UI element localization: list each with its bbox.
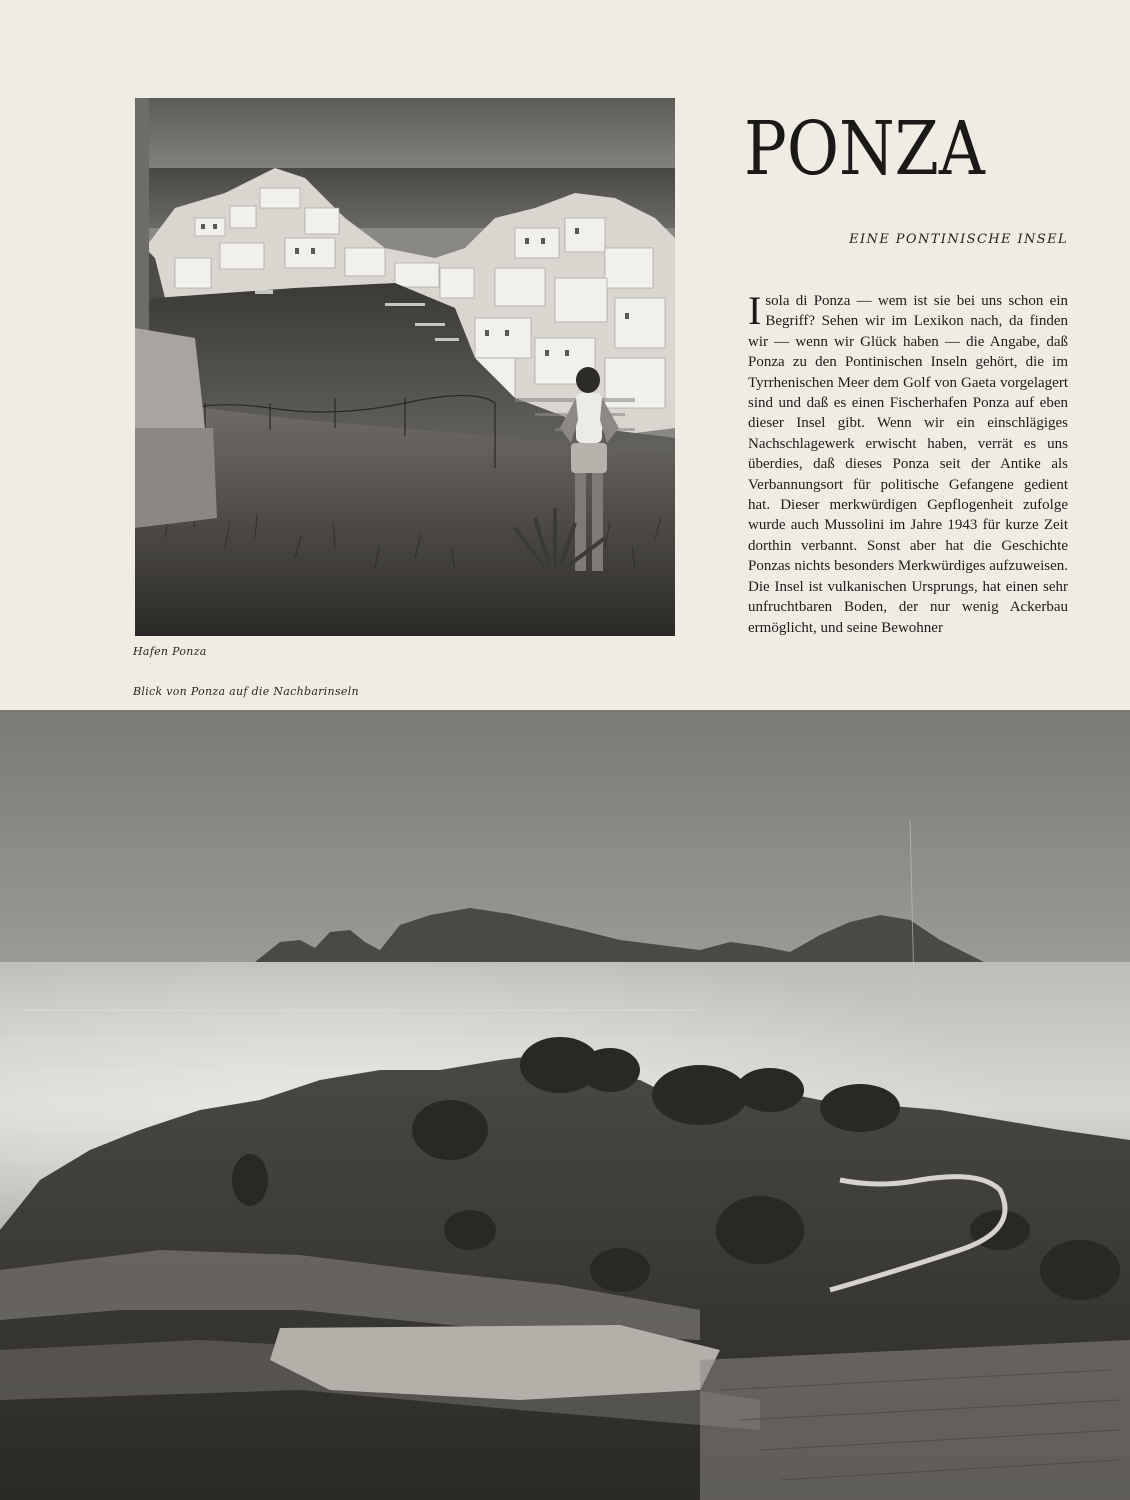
- harbor-photo: [135, 98, 675, 636]
- neighbour-islands-photo-graphic: [0, 710, 1130, 1500]
- article-body: [748, 288, 1068, 638]
- harbor-photo-caption: Hafen Ponza: [133, 645, 207, 658]
- article-body-text: sola di Ponza — wem ist sie bei uns schon ein Begriff? Sehen wir im Lexikon nach, da finden wir — wenn wir Glück haben — die Angabe, daß Ponza zu den Pontinischen Inseln gehört, die im Tyrrhenischen Meer dem Golf von Gaeta vorgelagert sind und daß es einen Fischerhafen Ponza auf eben dieser Insel gibt. Wenn wir ein einschlägiges Nachschlagewerk erwischt haben, verrät es uns überdies, daß dieses Ponza seit der Antike als Verbannungsort für politische Gefangene gedient hat. Dieser merkwürdigen Gepflogenheit zufolge wurde auch Mussolini im Jahre 1943 für kurze Zeit dorthin verbannt. Sonst aber hat die Geschichte Ponzas nichts besonders Merkwürdiges aufzuweisen. Die Insel ist vulkanischen Ursprungs, hat einen sehr unfruchtbaren Boden, der nur wenig Ackerbau ermöglicht, und seine Bewohner: [748, 293, 1068, 636]
- neighbour-islands-photo: [0, 710, 1130, 1500]
- article-subtitle: EINE PONTINISCHE INSEL: [849, 232, 1068, 247]
- article-title: PONZA: [744, 106, 985, 192]
- view-photo-caption: Blick von Ponza auf die Nachbarinseln: [133, 685, 359, 698]
- drop-cap: I: [748, 288, 762, 333]
- harbor-photo-graphic: [135, 98, 675, 636]
